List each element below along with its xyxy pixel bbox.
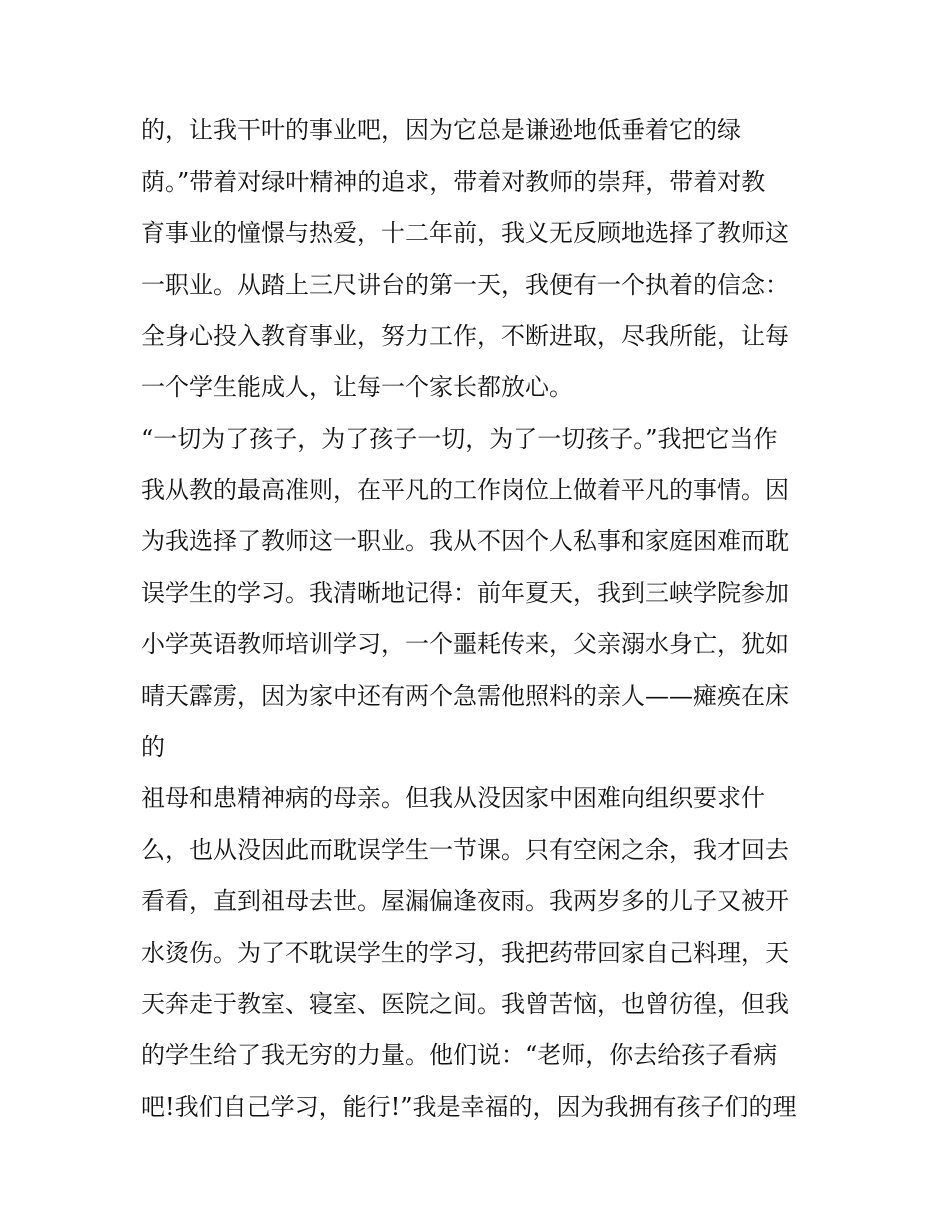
text-line: 晴天霹雳，因为家中还有两个急需他照料的亲人——瘫痪在床: [141, 682, 789, 710]
text-line: 么，也从没因此而耽误学生一节课。只有空闲之余，我才回去: [141, 836, 789, 864]
text-line: 看看，直到祖母去世。屋漏偏逢夜雨。我两岁多的儿子又被开: [141, 887, 789, 915]
text-line: 误学生的学习。我清晰地记得：前年夏天，我到三峡学院参加: [141, 579, 789, 607]
text-line: 小学英语教师培训学习，一个噩耗传来，父亲溺水身亡，犹如: [141, 630, 789, 658]
text-line: 荫。”带着对绿叶精神的追求，带着对教师的崇拜，带着对教: [141, 168, 766, 196]
text-line: 一职业。从踏上三尺讲台的第一天，我便有一个执着的信念：: [141, 271, 789, 299]
text-line: 的: [141, 733, 165, 761]
text-line: 水烫伤。为了不耽误学生的学习，我把药带回家自己料理，天: [141, 939, 789, 967]
text-line: 全身心投入教育事业，努力工作，不断进取，尽我所能，让每: [141, 322, 789, 350]
text-line: 我从教的最高准则，在平凡的工作岗位上做着平凡的事情。因: [141, 476, 789, 504]
text-line: 一个学生能成人，让每一个家长都放心。: [141, 373, 573, 401]
text-line: 育事业的憧憬与热爱，十二年前，我义无反顾地选择了教师这: [141, 219, 789, 247]
text-line: 的，让我干叶的事业吧，因为它总是谦逊地低垂着它的绿: [141, 116, 741, 144]
text-line: “一切为了孩子，为了孩子一切，为了一切孩子。”我把它当作: [141, 425, 778, 453]
text-line: 祖母和患精神病的母亲。但我从没因家中困难向组织要求什: [141, 784, 765, 812]
text-line: 为我选择了教师这一职业。我从不因个人私事和家庭困难而耽: [141, 527, 789, 555]
text-line: 的学生给了我无穷的力量。他们说：“老师，你去给孩子看病: [141, 1041, 778, 1069]
text-line: 吧!我们自己学习，能行!”我是幸福的，因为我拥有孩子们的理: [141, 1093, 797, 1121]
text-line: 天奔走于教室、寝室、医院之间。我曾苦恼，也曾彷徨，但我: [141, 990, 789, 1018]
